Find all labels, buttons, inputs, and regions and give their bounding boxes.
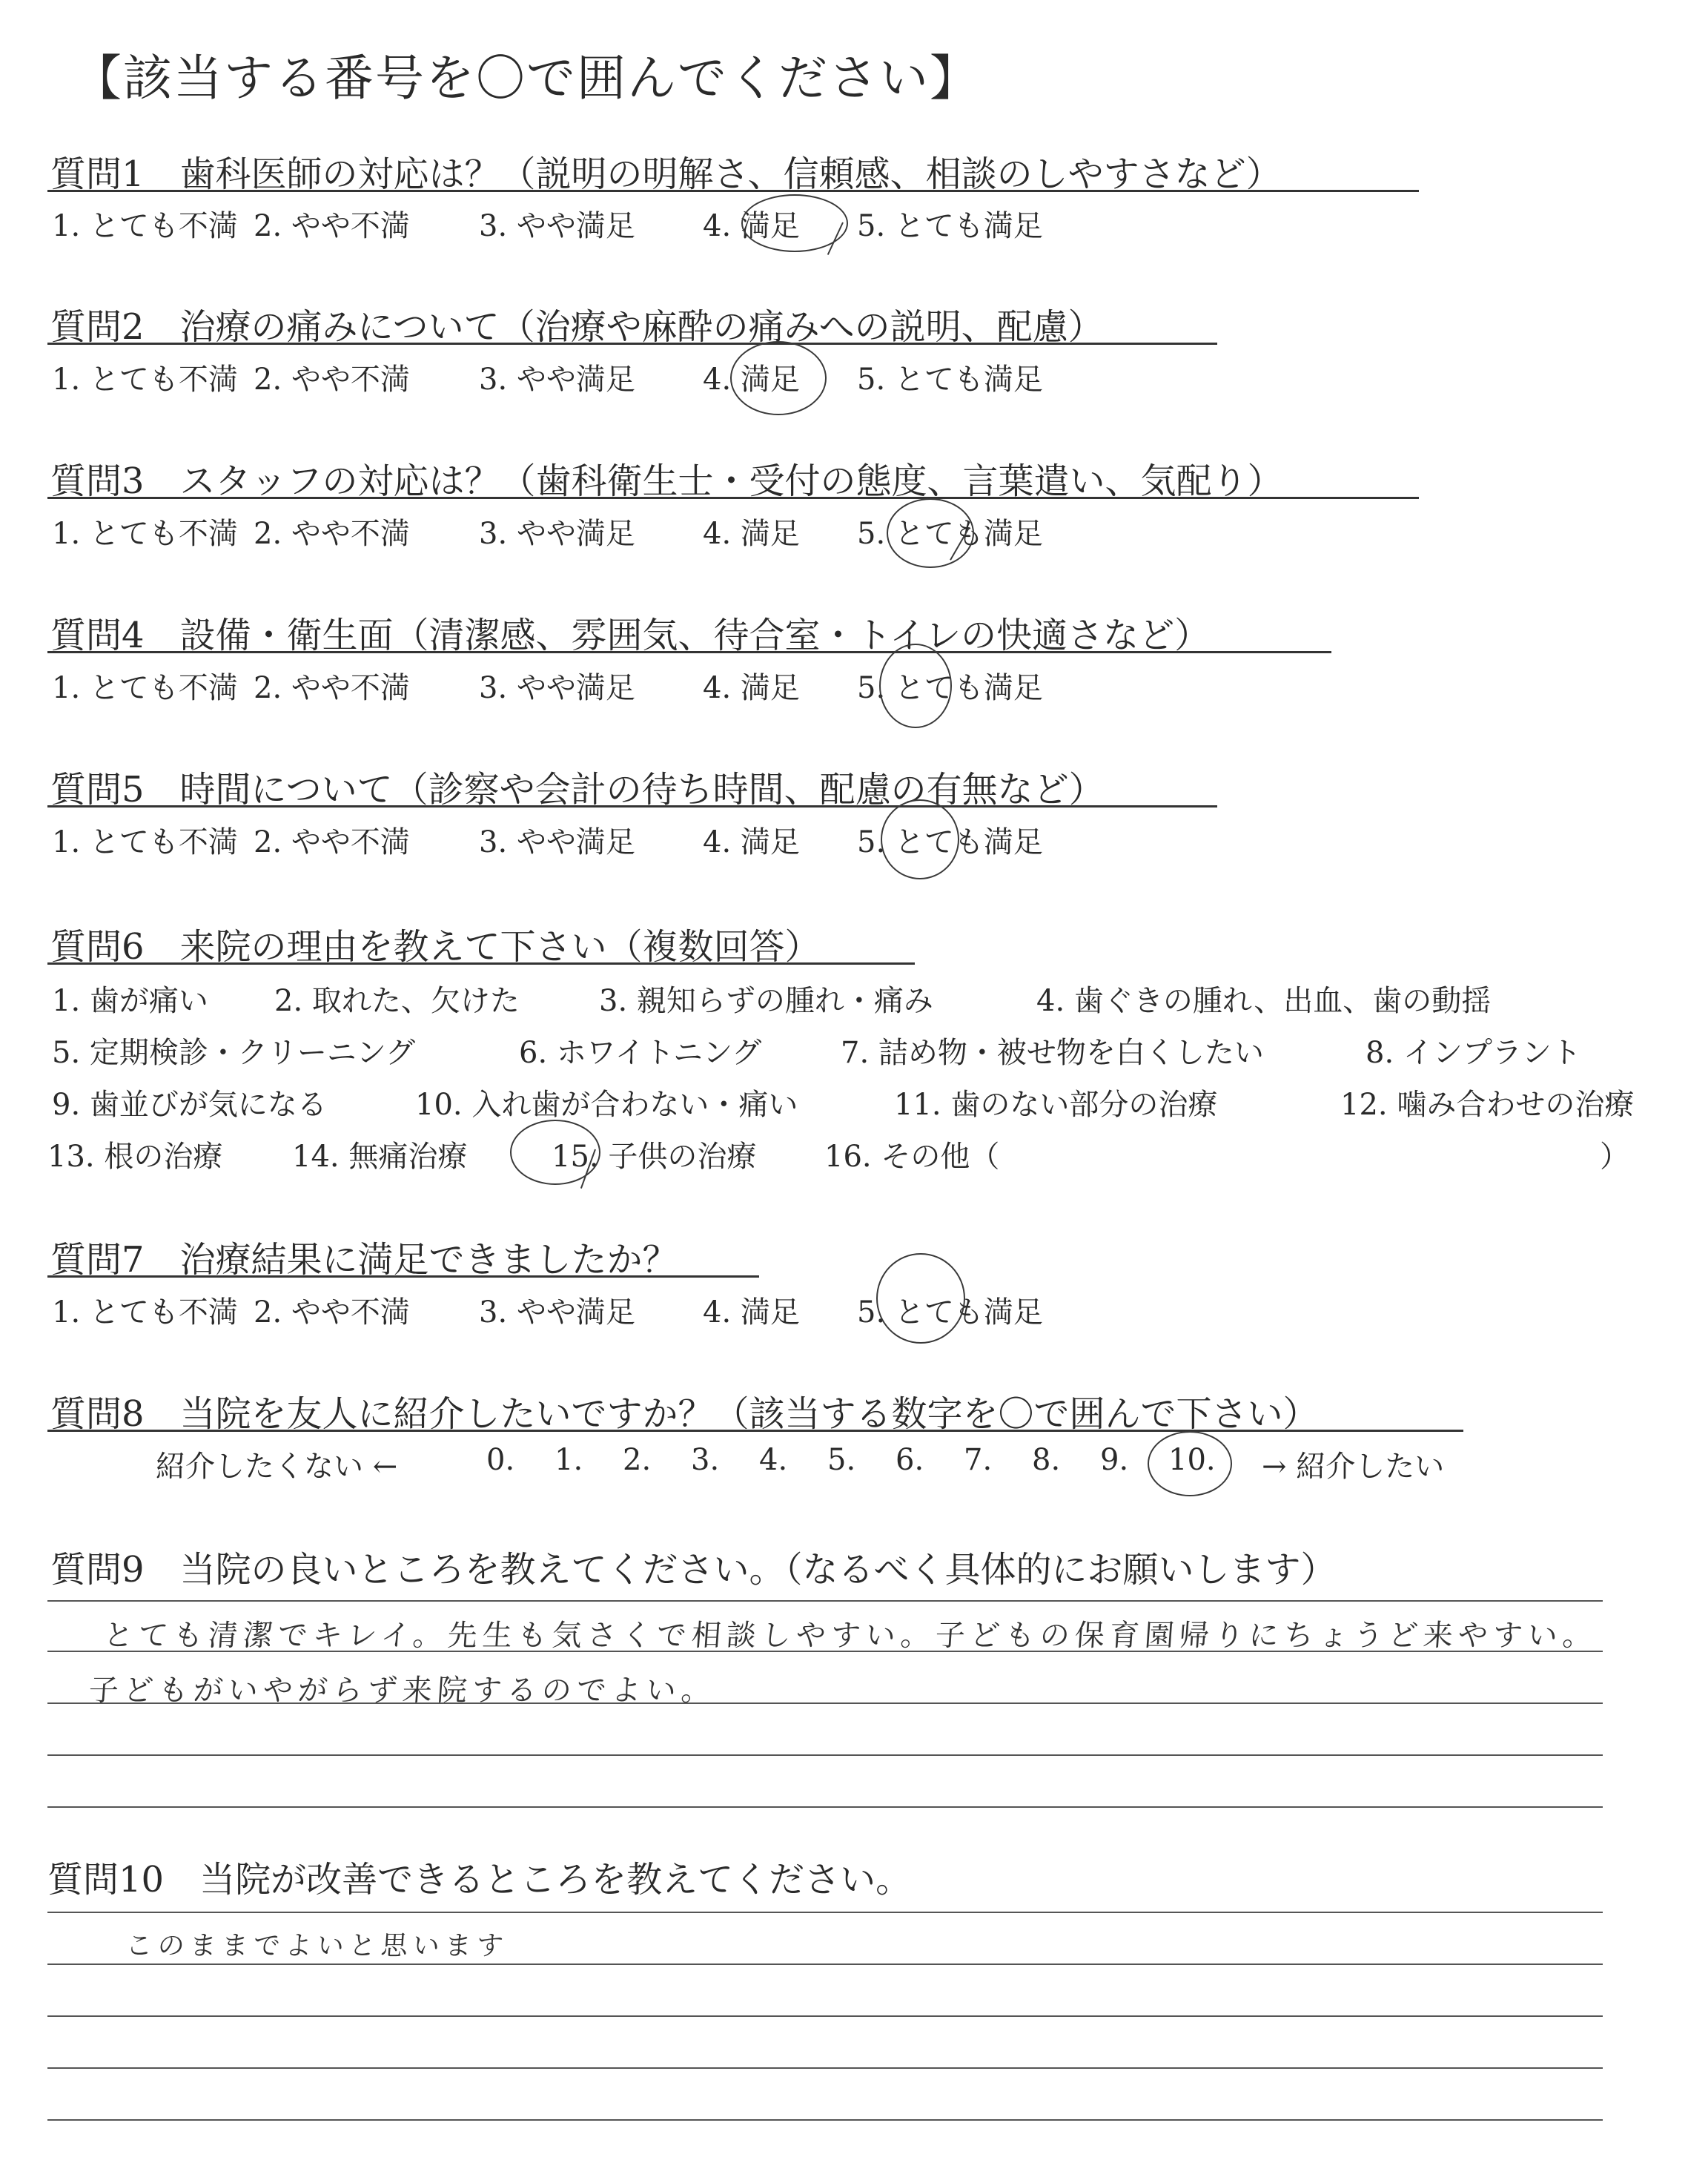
q3-option-3[interactable]: 3. やや満足 xyxy=(479,517,635,551)
q10-answer-line-1 xyxy=(47,1912,1603,1913)
question-4-options xyxy=(52,664,1043,707)
q6-option-7[interactable]: 7. 詰め物・被せ物を白くしたい xyxy=(841,1036,1264,1070)
q8-option-1[interactable]: 1. xyxy=(555,1443,583,1477)
question-2-options xyxy=(52,356,1043,398)
q6-option-12[interactable]: 12. 噛み合わせの治療 xyxy=(1340,1088,1635,1122)
q4-option-4[interactable]: 4. 満足 xyxy=(703,671,800,705)
q8-right-label: → 紹介したい xyxy=(1262,1450,1445,1484)
q8-option-8[interactable]: 8. xyxy=(1032,1443,1061,1477)
q9-answer-line-4 xyxy=(47,1754,1603,1756)
q1-option-1[interactable]: 1. とても不満 xyxy=(52,209,238,243)
q8-option-7[interactable]: 7. xyxy=(964,1443,993,1477)
q2-option-1[interactable]: 1. とても不満 xyxy=(52,363,238,397)
q6-option-10[interactable]: 10. 入れ歯が合わない・痛い xyxy=(415,1088,798,1122)
q3-option-4[interactable]: 4. 満足 xyxy=(703,517,800,551)
q6-row-2 xyxy=(52,1029,1581,1071)
q8-option-9[interactable]: 9. xyxy=(1100,1443,1129,1477)
q5-option-1[interactable]: 1. とても不満 xyxy=(52,825,238,859)
q1-option-5[interactable]: 5. とても満足 xyxy=(857,209,1043,243)
question-2-title: 質問2 治療の痛みについて（治療や麻酔の痛みへの説明、配慮） xyxy=(50,306,1104,348)
q9-handwritten-line-2: 子どもがいやがらず来院するのでよい。 xyxy=(87,1674,718,1708)
q6-other-close-paren: ） xyxy=(1600,1140,1629,1174)
q1-option-4[interactable]: 4. 満足 xyxy=(703,209,800,243)
q7-option-3[interactable]: 3. やや満足 xyxy=(479,1295,635,1330)
q5-option-4[interactable]: 4. 満足 xyxy=(703,825,800,859)
question-1-underline xyxy=(47,190,1419,192)
q6-row-4 xyxy=(47,1133,999,1175)
question-7-options xyxy=(52,1289,1043,1331)
q6-option-2[interactable]: 2. 取れた、欠けた xyxy=(274,984,520,1018)
q8-scale xyxy=(156,1443,1444,1485)
q6-option-13[interactable]: 13. 根の治療 xyxy=(47,1140,223,1174)
q9-handwritten-line-1: とても清潔でキレイ。先生も気さくで相談しやすい。子どもの保育園帰りにちょうど来やすい。 xyxy=(102,1619,1599,1653)
q4-option-3[interactable]: 3. やや満足 xyxy=(479,671,635,705)
q8-option-3[interactable]: 3. xyxy=(691,1443,720,1477)
q6-option-8[interactable]: 8. インプラント xyxy=(1366,1036,1581,1070)
q6-option-5[interactable]: 5. 定期検診・クリーニング xyxy=(52,1036,416,1070)
q3-option-2[interactable]: 2. やや不満 xyxy=(254,517,410,551)
q1-option-3[interactable]: 3. やや満足 xyxy=(479,209,635,243)
q6-row-1 xyxy=(52,977,1491,1020)
q7-option-4[interactable]: 4. 満足 xyxy=(703,1295,800,1330)
question-7-title: 質問7 治療結果に満足できましたか？ xyxy=(50,1239,678,1281)
q8-option-10[interactable]: 10. xyxy=(1168,1443,1216,1477)
question-10-title: 質問10 当院が改善できるところを教えてください。 xyxy=(47,1859,912,1900)
q8-option-0[interactable]: 0. xyxy=(486,1443,515,1477)
q2-option-3[interactable]: 3. やや満足 xyxy=(479,363,635,397)
q10-answer-line-2 xyxy=(47,1964,1603,1965)
q7-option-2[interactable]: 2. やや不満 xyxy=(254,1295,410,1330)
q10-handwritten-line-1: このままでよいと思います xyxy=(125,1931,510,1961)
question-8-title: 質問8 当院を友人に紹介したいですか？（該当する数字を〇で囲んで下さい） xyxy=(50,1393,1319,1435)
question-7-underline xyxy=(47,1275,759,1278)
question-6-title: 質問6 来院の理由を教えて下さい（複数回答） xyxy=(50,926,821,968)
q3-option-5[interactable]: 5. とても満足 xyxy=(857,517,1043,551)
q3-option-1[interactable]: 1. とても不満 xyxy=(52,517,238,551)
q6-option-1[interactable]: 1. 歯が痛い xyxy=(52,984,208,1018)
q2-option-5[interactable]: 5. とても満足 xyxy=(857,363,1043,397)
question-9-title: 質問9 当院の良いところを教えてください。（なるべく具体的にお願いします） xyxy=(50,1549,1337,1591)
question-5-underline xyxy=(47,805,1217,807)
question-6-underline xyxy=(47,962,915,965)
q6-option-9[interactable]: 9. 歯並びが気になる xyxy=(52,1088,327,1122)
q6-option-4[interactable]: 4. 歯ぐきの腫れ、出血、歯の動揺 xyxy=(1036,984,1492,1018)
q10-answer-line-4 xyxy=(47,2067,1603,2069)
question-2-underline xyxy=(47,343,1217,345)
q6-option-11[interactable]: 11. 歯のない部分の治療 xyxy=(894,1088,1218,1122)
q6-option-3[interactable]: 3. 親知らずの腫れ・痛み xyxy=(599,984,933,1018)
q8-option-5[interactable]: 5. xyxy=(827,1443,856,1477)
q9-answer-line-2 xyxy=(47,1651,1603,1652)
q8-option-6[interactable]: 6. xyxy=(896,1443,924,1477)
q5-option-3[interactable]: 3. やや満足 xyxy=(479,825,635,859)
question-1-title: 質問1 歯科医師の対応は？（説明の明解さ、信頼感、相談のしやすさなど） xyxy=(50,153,1282,195)
question-3-underline xyxy=(47,497,1419,499)
q2-option-2[interactable]: 2. やや不満 xyxy=(254,363,410,397)
q4-option-2[interactable]: 2. やや不満 xyxy=(254,671,410,705)
q9-answer-line-5 xyxy=(47,1806,1603,1808)
q10-answer-line-3 xyxy=(47,2015,1603,2017)
q4-option-5[interactable]: 5. とても満足 xyxy=(857,671,1043,705)
q6-option-15[interactable]: 15. 子供の治療 xyxy=(552,1140,757,1174)
q8-left-label: 紹介したくない ← xyxy=(156,1450,398,1484)
q9-answer-line-1 xyxy=(47,1600,1603,1602)
question-8-underline xyxy=(47,1430,1463,1432)
question-3-options xyxy=(52,510,1043,552)
question-1-options xyxy=(52,202,1043,245)
question-4-title: 質問4 設備・衛生面（清潔感、雰囲気、待合室・トイレの快適さなど） xyxy=(50,615,1211,656)
q2-option-4[interactable]: 4. 満足 xyxy=(703,363,800,397)
q5-option-5[interactable]: 5. とても満足 xyxy=(857,825,1043,859)
question-5-options xyxy=(52,819,1043,861)
q6-option-14[interactable]: 14. 無痛治療 xyxy=(292,1140,468,1174)
q4-option-1[interactable]: 1. とても不満 xyxy=(52,671,238,705)
q7-option-1[interactable]: 1. とても不満 xyxy=(52,1295,238,1330)
q5-option-2[interactable]: 2. やや不満 xyxy=(254,825,410,859)
question-4-underline xyxy=(47,651,1331,653)
q7-option-5[interactable]: 5. とても満足 xyxy=(857,1295,1043,1330)
question-5-title: 質問5 時間について（診察や会計の待ち時間、配慮の有無など） xyxy=(50,769,1105,810)
q8-option-2[interactable]: 2. xyxy=(623,1443,652,1477)
q9-answer-line-3 xyxy=(47,1702,1603,1704)
q6-option-6[interactable]: 6. ホワイトニング xyxy=(519,1036,762,1070)
q1-option-2[interactable]: 2. やや不満 xyxy=(254,209,410,243)
q10-answer-line-5 xyxy=(47,2119,1603,2121)
question-3-title: 質問3 スタッフの対応は？（歯科衛生士・受付の態度、言葉遣い、気配り） xyxy=(50,460,1283,502)
q6-option-16[interactable]: 16. その他（ xyxy=(824,1140,1000,1174)
q6-row-3 xyxy=(52,1081,1634,1123)
q8-option-4[interactable]: 4. xyxy=(759,1443,788,1477)
page-heading: 【該当する番号を〇で囲んでください】 xyxy=(73,50,980,107)
